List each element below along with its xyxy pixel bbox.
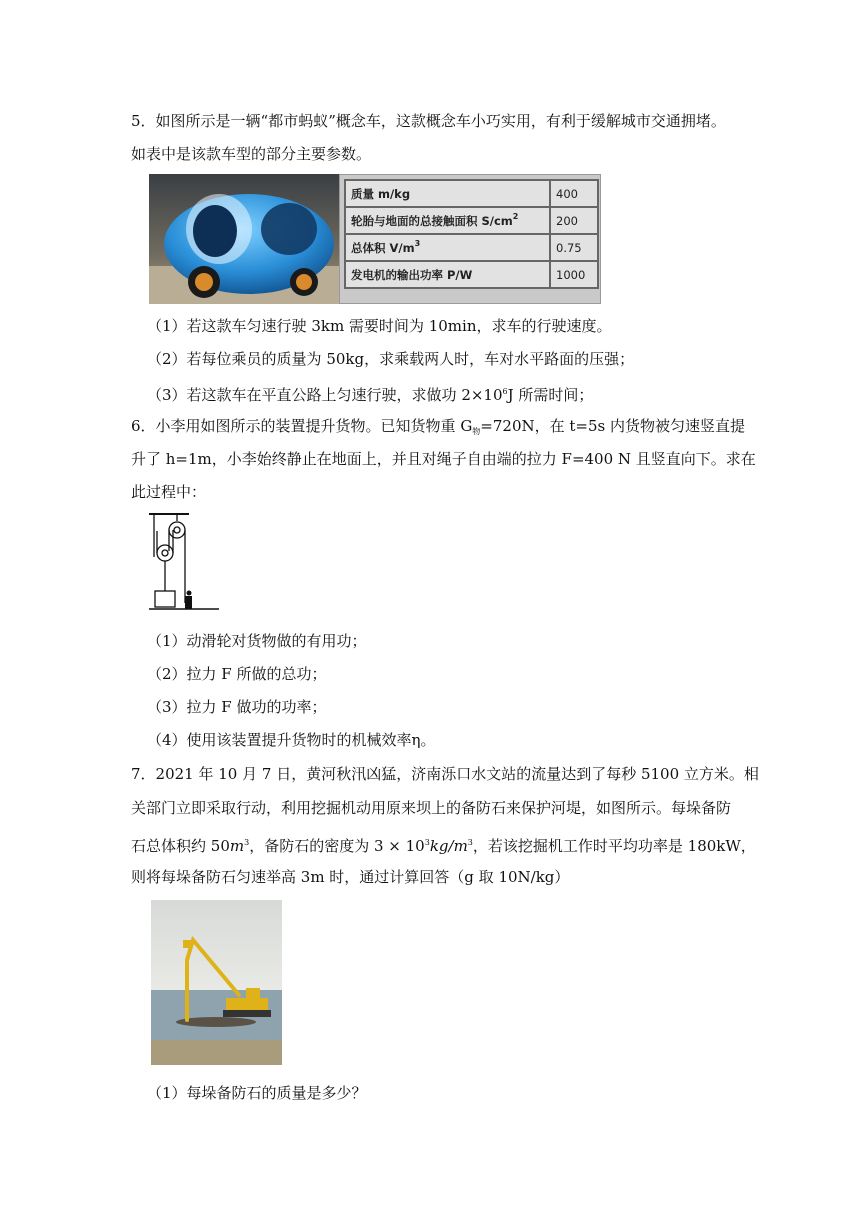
q7-stem-line2: 关部门立即采取行动，利用挖掘机动用原来坝上的备防石来保护河堤，如图所示。每垛备防 xyxy=(131,799,732,817)
q7-part-1: （1）每垛备防石的质量是多少？ xyxy=(147,1084,367,1102)
q5-part-2: （2）若每位乘员的质量为 50kg，求乘载两人时，车对水平路面的压强； xyxy=(147,350,635,368)
excavator-photo xyxy=(151,900,282,1065)
q6-part-4: （4）使用该装置提升货物时的机械效率η。 xyxy=(147,731,436,749)
q6-stem-line2: 升了 h=1m，小李始终静止在地面上，并且对绳子自由端的拉力 F=400 N 且竖直向下。求在 xyxy=(131,450,756,468)
param-value: 200 xyxy=(550,207,598,234)
volume-expression: $50m^3$ xyxy=(210,837,250,855)
q6-part-3: （3）拉力 F 做功的功率； xyxy=(147,698,327,716)
table-row xyxy=(345,261,598,288)
q6-stem-line1: 6．小李用如图所示的装置提升货物。已知货物重 $G_物=720N$，在 t=5s 内货物被匀速竖直提 xyxy=(131,417,745,436)
q5-part-1: （1）若这款车匀速行驶 3km 需要时间为 10min，求车的行驶速度。 xyxy=(147,317,612,335)
table-row xyxy=(345,207,598,234)
param-label: 轮胎与地面的总接触面积 $S/cm^2$ xyxy=(345,207,550,234)
param-value: 400 xyxy=(550,180,598,207)
param-label: 质量 m/kg xyxy=(345,180,550,207)
pulley-diagram xyxy=(147,511,222,618)
q6-part-1: （1）动滑轮对货物做的有用功； xyxy=(147,632,367,650)
q5-stem-line1: 5．如图所示是一辆“都市蚂蚁”概念车，这款概念车小巧实用，有利于缓解城市交通拥堵。 xyxy=(131,112,726,130)
q6-stem-line3: 此过程中： xyxy=(131,483,207,501)
q7-stem-line1: 7．2021 年 10 月 7 日，黄河秋汛凶猛，济南泺口水文站的流量达到了每秒 5100 立方米。相 xyxy=(131,765,759,783)
q5-part-3: （3）若这款车在平直公路上匀速行驶，求做功 $2\times 10^6J$ 所需时间； xyxy=(147,386,594,404)
param-value: 0.75 xyxy=(550,234,598,261)
q6-part-2: （2）拉力 F 所做的总功； xyxy=(147,665,327,683)
param-label: 总体积 $V/m^3$ xyxy=(345,234,550,261)
density-expression: $3 \times 10^3kg/m^3$ xyxy=(373,837,473,855)
q7-stem-line3: 石总体积约 $50m^3$，备防石的密度为 $3 \times 10^3kg/m^3$，若该挖掘机工作时平均功率是 180kW， xyxy=(131,837,756,855)
q7-stem-line4: 则将每垛备防石匀速举高 3m 时，通过计算回答（g 取 10N/kg） xyxy=(131,868,570,886)
param-label: 发电机的输出功率 P/W xyxy=(345,261,550,288)
param-value: 1000 xyxy=(550,261,598,288)
car-parameter-table xyxy=(339,174,601,304)
concept-car-photo xyxy=(149,174,339,304)
q5-stem-line2: 如表中是该款车型的部分主要参数。 xyxy=(131,145,372,163)
table-row xyxy=(345,180,598,207)
table-row xyxy=(345,234,598,261)
